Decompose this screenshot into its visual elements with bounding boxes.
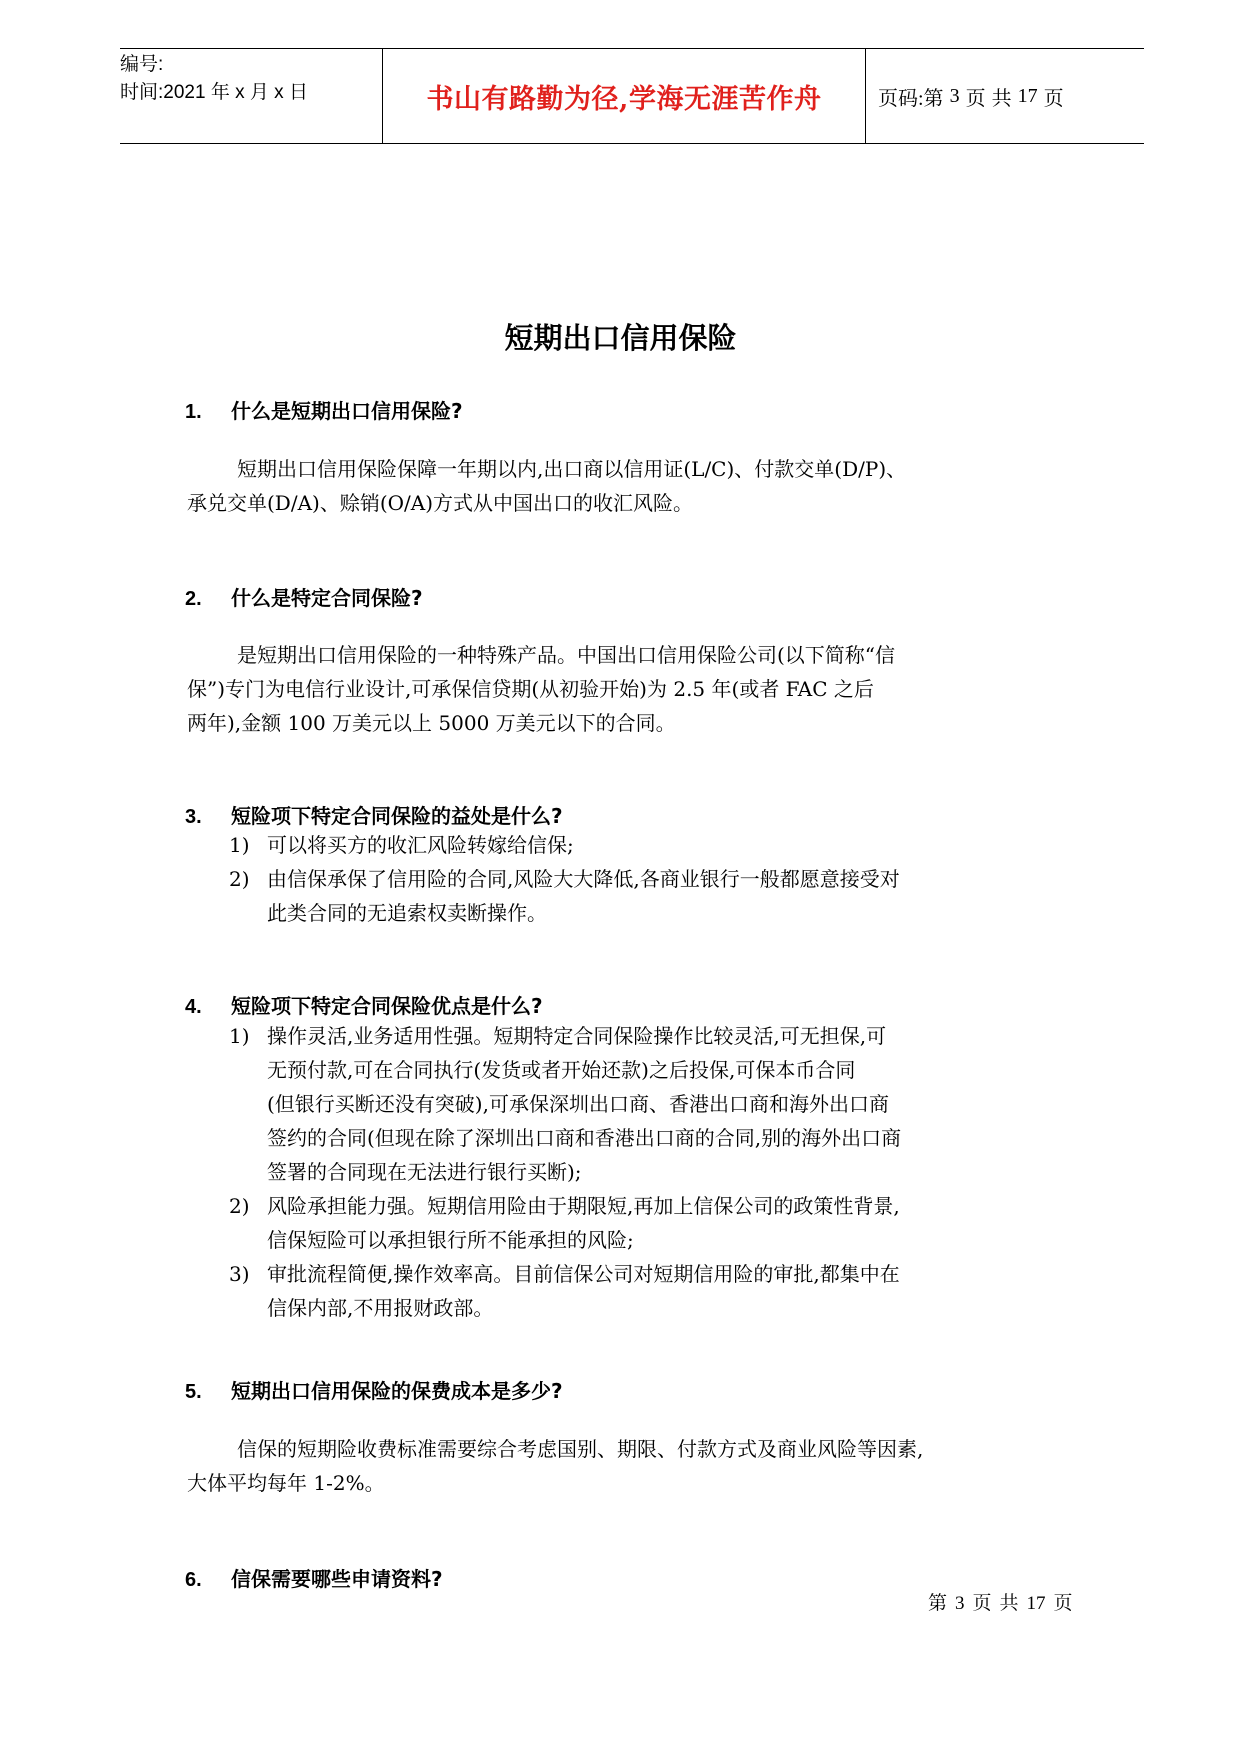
document-time-label: 时间:2021 年 x 月 x 日 bbox=[120, 82, 308, 103]
list-item bbox=[229, 828, 1089, 862]
document-number-label: 编号: bbox=[120, 54, 164, 75]
answer-paragraph bbox=[187, 638, 1087, 740]
answer-list bbox=[229, 828, 1089, 930]
list-line: 签署的合同现在无法进行银行买断); bbox=[267, 1160, 582, 1184]
page-current: 3 bbox=[949, 84, 960, 107]
question-text: 信保需要哪些申请资料? bbox=[231, 1567, 443, 1591]
answer-paragraph bbox=[187, 452, 1087, 520]
header-motto-cell bbox=[382, 49, 866, 143]
header-meta bbox=[120, 49, 380, 145]
list-item bbox=[229, 1019, 1089, 1189]
question-text: 什么是短期出口信用保险? bbox=[231, 399, 463, 423]
list-marker: 2) bbox=[229, 1194, 250, 1218]
footer-mid: 页 bbox=[972, 1593, 992, 1614]
list-line: 信保内部,不用报财政部。 bbox=[267, 1296, 494, 1320]
question-text: 短险项下特定合同保险优点是什么? bbox=[231, 994, 543, 1018]
list-marker: 1) bbox=[229, 1024, 250, 1048]
list-item bbox=[229, 1189, 1089, 1257]
paragraph-line bbox=[187, 1432, 1087, 1466]
question-text: 短险项下特定合同保险的益处是什么? bbox=[231, 804, 563, 828]
list-item bbox=[229, 1257, 1089, 1325]
page-label: 页码:第 bbox=[878, 87, 944, 110]
list-line: 审批流程简便,操作效率高。目前信保公司对短期信用险的审批,都集中在 bbox=[267, 1262, 900, 1286]
question-number: 2. bbox=[185, 588, 202, 610]
list-line: 无预付款,可在合同执行(发货或者开始还款)之后投保,可保本币合同 bbox=[267, 1058, 856, 1082]
paragraph-line bbox=[187, 452, 1087, 486]
footer-end: 页 bbox=[1053, 1593, 1073, 1614]
paragraph-line-text: 是短期出口信用保险的一种特殊产品。中国出口信用保险公司(以下简称“信 bbox=[237, 643, 896, 667]
question-number: 1. bbox=[185, 401, 202, 423]
list-line: (但银行买断还没有突破),可承保深圳出口商、香港出口商和海外出口商 bbox=[267, 1092, 889, 1116]
paragraph-line bbox=[187, 638, 1087, 672]
list-line: 信保短险可以承担银行所不能承担的风险; bbox=[267, 1228, 634, 1252]
question-heading bbox=[185, 582, 423, 611]
paragraph-line-text: 短期出口信用保险保障一年期以内,出口商以信用证(L/C)、付款交单(D/P)、 bbox=[237, 457, 907, 481]
question-heading bbox=[185, 395, 463, 424]
list-marker: 2) bbox=[229, 867, 250, 891]
question-heading bbox=[185, 800, 563, 829]
page-footer bbox=[928, 1588, 1081, 1615]
paragraph-line: 两年),金额 100 万美元以上 5000 万美元以下的合同。 bbox=[187, 711, 676, 735]
page-total-label: 共 bbox=[991, 87, 1012, 110]
paragraph-line: 大体平均每年 1-2%。 bbox=[187, 1471, 385, 1495]
question-number: 3. bbox=[185, 806, 202, 828]
list-line: 签约的合同(但现在除了深圳出口商和香港出口商的合同,别的海外出口商 bbox=[267, 1126, 902, 1150]
question-text: 短期出口信用保险的保费成本是多少? bbox=[231, 1379, 563, 1403]
list-line: 可以将买方的收汇风险转嫁给信保; bbox=[267, 833, 574, 857]
question-number: 5. bbox=[185, 1381, 202, 1403]
list-item bbox=[229, 862, 1089, 930]
list-marker: 1) bbox=[229, 833, 250, 857]
document-title: 短期出口信用保险 bbox=[504, 321, 737, 355]
paragraph-line-text: 信保的短期险收费标准需要综合考虑国别、期限、付款方式及商业风险等因素, bbox=[237, 1437, 924, 1461]
question-number: 6. bbox=[185, 1569, 202, 1591]
list-line: 风险承担能力强。短期信用险由于期限短,再加上信保公司的政策性背景, bbox=[267, 1194, 900, 1218]
footer-total: 17 bbox=[1026, 1593, 1046, 1614]
answer-paragraph bbox=[187, 1432, 1087, 1500]
page-mid: 页 bbox=[965, 87, 986, 110]
header-page-info bbox=[866, 49, 1156, 143]
list-line: 由信保承保了信用险的合同,风险大大降低,各商业银行一般都愿意接受对 bbox=[267, 867, 900, 891]
list-marker: 3) bbox=[229, 1262, 250, 1286]
footer-current: 3 bbox=[955, 1593, 965, 1614]
question-number: 4. bbox=[185, 996, 202, 1018]
question-heading bbox=[185, 990, 543, 1019]
list-line: 此类合同的无追索权卖断操作。 bbox=[267, 901, 547, 925]
paragraph-line: 保”)专门为电信行业设计,可承保信贷期(从初验开始)为 2.5 年(或者 FAC 之后 bbox=[187, 677, 874, 701]
list-line: 操作灵活,业务适用性强。短期特定合同保险操作比较灵活,可无担保,可 bbox=[267, 1024, 887, 1048]
paragraph-line: 承兑交单(D/A)、赊销(O/A)方式从中国出口的收汇风险。 bbox=[187, 491, 694, 515]
page-total: 17 bbox=[1017, 84, 1038, 107]
page-header bbox=[120, 48, 1144, 144]
question-heading bbox=[185, 1563, 443, 1592]
question-heading bbox=[185, 1375, 563, 1404]
footer-prefix: 第 bbox=[928, 1593, 948, 1614]
question-text: 什么是特定合同保险? bbox=[231, 586, 423, 610]
answer-list bbox=[229, 1019, 1089, 1325]
page-end: 页 bbox=[1043, 87, 1064, 110]
footer-total-label: 共 bbox=[999, 1593, 1019, 1614]
header-motto: 书山有路勤为径,学海无涯苦作舟 bbox=[426, 83, 822, 115]
